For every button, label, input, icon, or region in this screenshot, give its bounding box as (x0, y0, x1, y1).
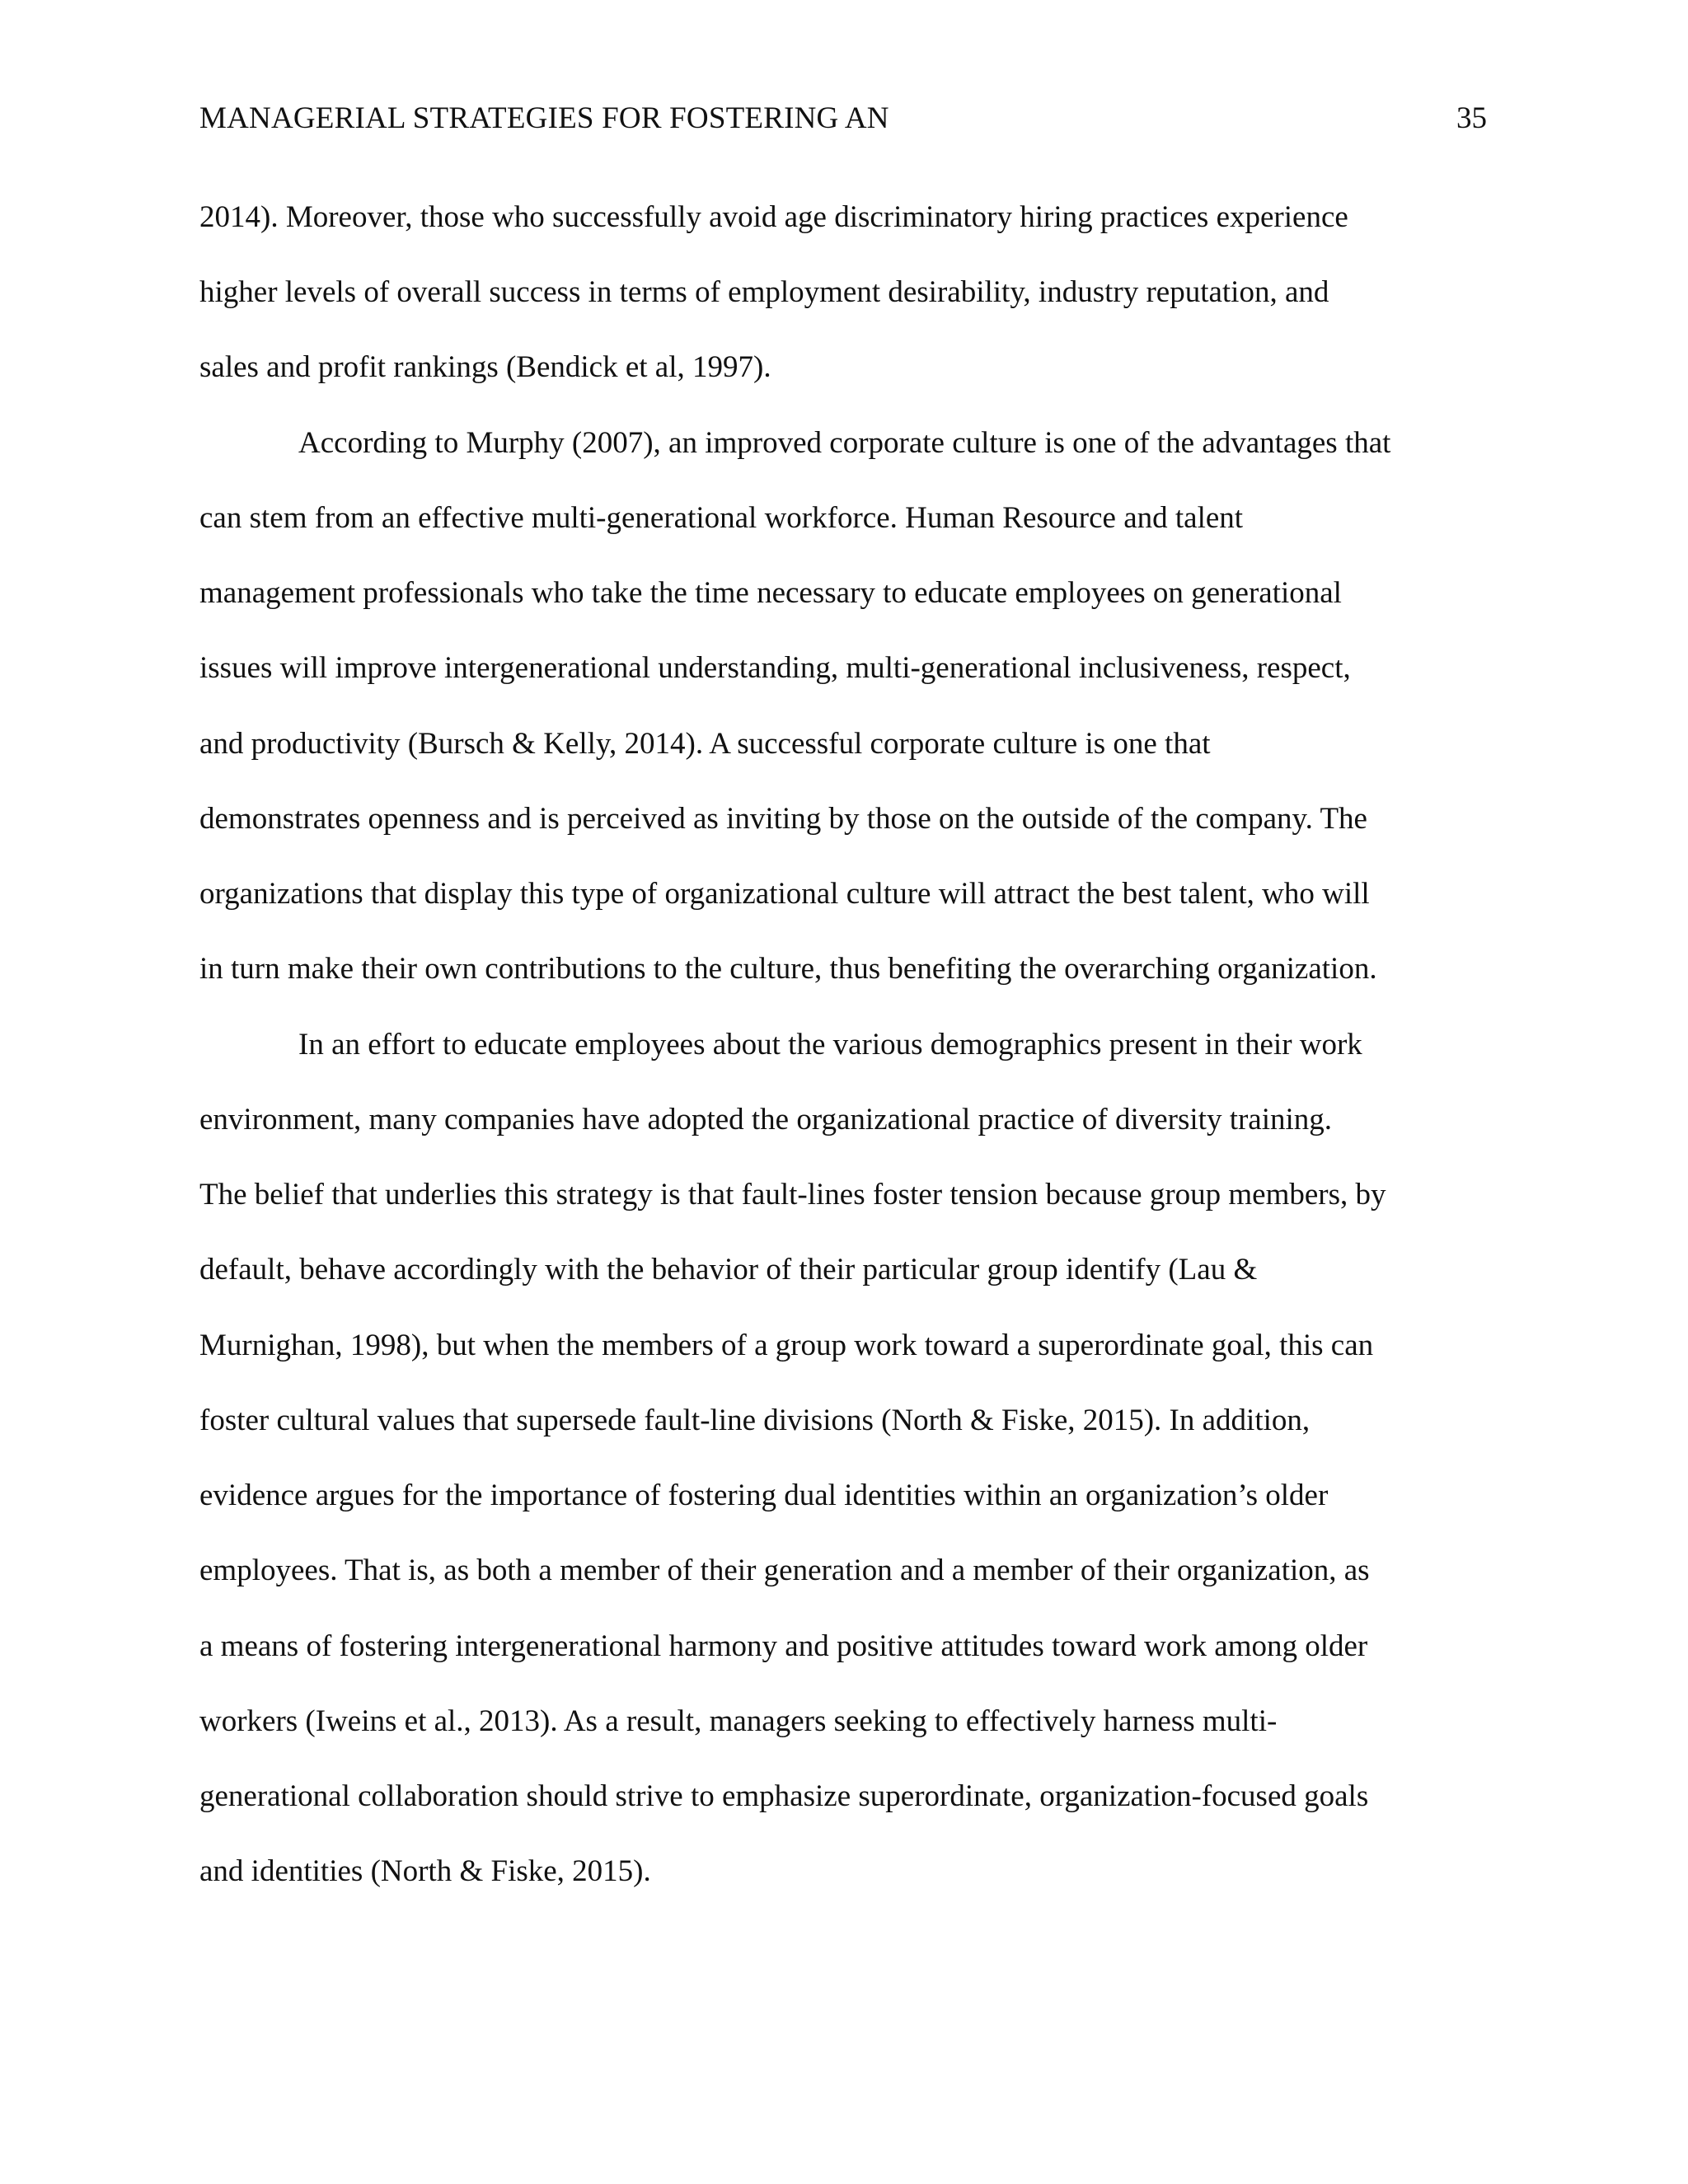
text-line: The belief that underlies this strategy is that fault-lines foster tension because group members, by (199, 1178, 1386, 1212)
text-line: environment, many companies have adopted the organizational practice of diversity training. (199, 1103, 1333, 1137)
running-head: MANAGERIAL STRATEGIES FOR FOSTERING AN (199, 101, 889, 135)
text-line: workers (Iweins et al., 2013). As a result, managers seeking to effectively harness multi- (199, 1704, 1278, 1738)
text-line: employees. That is, as both a member of their generation and a member of their organization, as (199, 1554, 1370, 1587)
text-line: Murnighan, 1998), but when the members of a group work toward a superordinate goal, this can (199, 1329, 1374, 1362)
text-line: organizations that display this type of organizational culture will attract the best talent, who will (199, 877, 1370, 911)
text-line: management professionals who take the time necessary to educate employees on generational (199, 576, 1342, 610)
page-number: 35 (1456, 101, 1487, 135)
text-line: and productivity (Bursch & Kelly, 2014). A successful corporate culture is one that (199, 727, 1211, 761)
text-line: demonstrates openness and is perceived as inviting by those on the outside of the company. The (199, 802, 1367, 836)
paragraph-first-line: In an effort to educate employees about the various demographics present in their work (298, 1028, 1362, 1062)
text-line: issues will improve intergenerational understanding, multi-generational inclusiveness, respect, (199, 651, 1351, 685)
text-line: higher levels of overall success in terms of employment desirability, industry reputation, and (199, 275, 1329, 309)
paragraph-first-line: According to Murphy (2007), an improved corporate culture is one of the advantages that (298, 426, 1391, 460)
text-line: default, behave accordingly with the behavior of their particular group identify (Lau & (199, 1253, 1258, 1286)
text-line: and identities (North & Fiske, 2015). (199, 1854, 651, 1888)
text-line: foster cultural values that supersede fault-line divisions (North & Fiske, 2015). In addition, (199, 1404, 1311, 1437)
text-line: a means of fostering intergenerational harmony and positive attitudes toward work among older (199, 1629, 1368, 1663)
text-line: evidence argues for the importance of fostering dual identities within an organization’s older (199, 1479, 1329, 1512)
text-line: sales and profit rankings (Bendick et al, 1997). (199, 350, 771, 384)
text-line: generational collaboration should strive to emphasize superordinate, organization-focused goals (199, 1779, 1369, 1813)
text-line: in turn make their own contributions to the culture, thus benefiting the overarching organization. (199, 952, 1377, 986)
text-line: 2014). Moreover, those who successfully avoid age discriminatory hiring practices experience (199, 200, 1348, 234)
text-line: can stem from an effective multi-generational workforce. Human Resource and talent (199, 501, 1244, 535)
